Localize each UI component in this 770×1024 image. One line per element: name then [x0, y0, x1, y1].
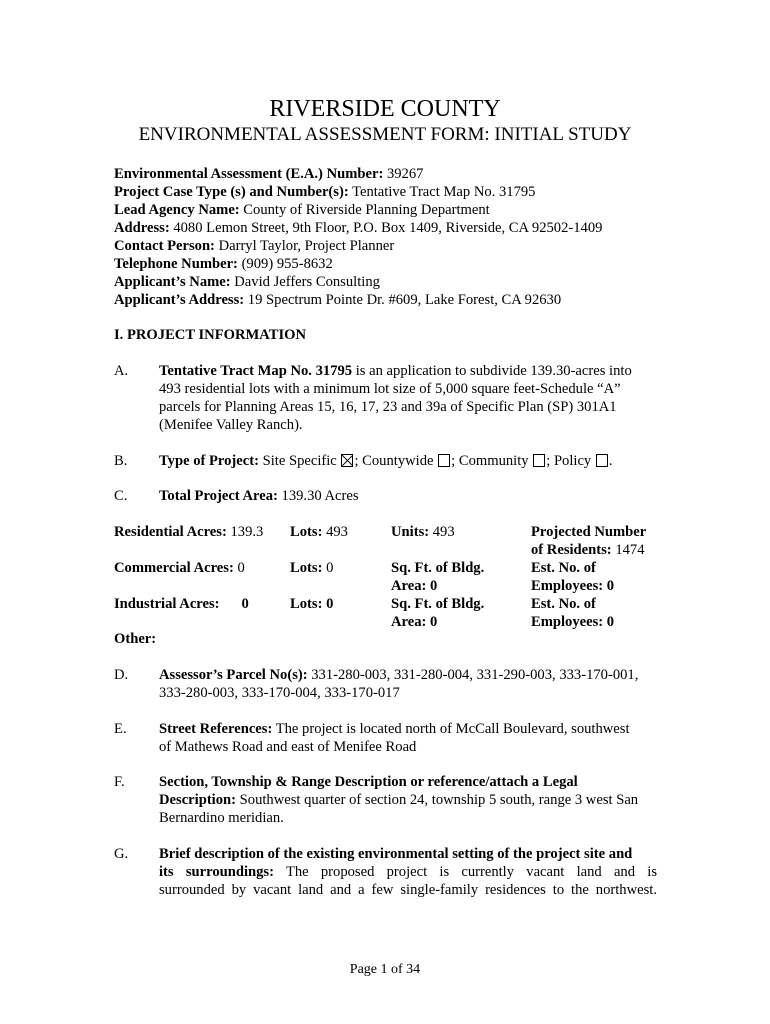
option-policy-label: Policy: [553, 453, 595, 469]
item-a-line: parcels for Planning Areas 15, 16, 17, 23 and 39a of Specific Plan (SP) 301A1: [159, 399, 617, 415]
environmental-setting: [159, 845, 657, 899]
item-a-line-text: is an application to subdivide 139.30-acres into: [352, 363, 632, 379]
separator: ;: [451, 453, 459, 469]
header-line-applicant-address: [114, 291, 674, 309]
separator: ;: [546, 453, 554, 469]
item-a-line: 493 residential lots with a minimum lot size of 5,000 square feet-Schedule “A”: [159, 381, 621, 397]
residential-acres: [114, 523, 263, 541]
header-line-applicant-name: [114, 273, 674, 291]
document-subtitle: ENVIRONMENTAL ASSESSMENT FORM: INITIAL STUDY: [138, 124, 632, 145]
item-a-bold: Tentative Tract Map No. 31795: [159, 363, 353, 379]
item-g-letter: G.: [114, 846, 129, 862]
industrial-acres-label: Industrial Acres:: [114, 596, 220, 612]
units-value: 493: [429, 524, 455, 540]
item-a-line: (Menifee Valley Ranch).: [159, 417, 303, 433]
header-line-address: [114, 219, 674, 237]
industrial-acres-value: 0: [241, 596, 249, 612]
page-number: Page 1 of 34: [349, 962, 421, 977]
header-label: Applicant’s Name:: [114, 274, 231, 290]
header-value: 19 Spectrum Pointe Dr. #609, Lake Forest, CA 92630: [244, 292, 562, 308]
projected-label: Projected Number: [531, 524, 647, 540]
projected-residents: [531, 523, 646, 559]
header-label: Applicant’s Address:: [114, 292, 245, 308]
units-label: Units:: [391, 524, 430, 540]
header-line-lead-agency: [114, 201, 674, 219]
header-line-contact: [114, 237, 674, 255]
header-value: Darryl Taylor, Project Planner: [214, 238, 395, 254]
header-label: Lead Agency Name:: [114, 202, 240, 218]
industrial-employees: [531, 595, 614, 631]
commercial-lots-value: 0: [322, 560, 334, 576]
header-value: Tentative Tract Map No. 31795: [348, 184, 536, 200]
header-label: Project Case Type (s) and Number(s):: [114, 184, 349, 200]
header-value: (909) 955-8632: [237, 256, 333, 272]
residential-lots-value: 493: [322, 524, 348, 540]
sqft-area: Area: 0: [391, 578, 438, 594]
residential-lots: [290, 523, 348, 541]
industrial-lots-label: Lots: 0: [290, 596, 334, 612]
industrial-acres: [114, 595, 249, 613]
separator: ;: [354, 453, 363, 469]
street-references: [159, 720, 657, 756]
item-a-letter: A.: [114, 363, 129, 379]
industrial-sqft: [391, 595, 484, 631]
item-f-letter: F.: [114, 774, 125, 790]
header-label: Environmental Assessment (E.A.) Number:: [114, 166, 384, 182]
parcel-line: 333-280-003, 333-170-004, 333-170-017: [159, 685, 400, 701]
setting-label: its surroundings:: [159, 864, 274, 880]
sqft-label: Sq. Ft. of Bldg.: [391, 596, 485, 612]
other-label: [114, 630, 156, 648]
header-line-telephone: [114, 255, 674, 273]
section-heading-text: I. PROJECT INFORMATION: [114, 327, 307, 343]
item-e-letter: E.: [114, 721, 127, 737]
total-area-value: 139.30 Acres: [277, 488, 359, 504]
setting-line: surrounded by vacant land and a few single-family residences to the northwest.: [159, 882, 657, 898]
sqft-label: Sq. Ft. of Bldg.: [391, 560, 485, 576]
employees-label: Est. No. of: [531, 596, 596, 612]
units: [391, 523, 455, 541]
employees-label: Est. No. of: [531, 560, 596, 576]
header-block: [114, 165, 674, 309]
street-line: of Mathews Road and east of Menifee Road: [159, 739, 417, 755]
residential-lots-label: Lots:: [290, 524, 323, 540]
total-area-row: [159, 487, 657, 505]
option-countywide-label: Countywide: [362, 453, 438, 469]
legal-label: Section, Township & Range Description or reference/attach a Legal: [159, 774, 578, 790]
legal-description: [159, 773, 657, 827]
header-label: Address:: [114, 220, 170, 236]
section-heading: [114, 326, 306, 344]
item-c-letter: C.: [114, 488, 128, 504]
item-a-line: [159, 362, 657, 380]
residential-acres-label: Residential Acres:: [114, 524, 227, 540]
item-d-letter: D.: [114, 667, 129, 683]
legal-line: Bernardino meridian.: [159, 810, 284, 826]
employees-value: Employees: 0: [531, 578, 615, 594]
commercial-lots: [290, 559, 333, 577]
commercial-acres-label: Commercial Acres:: [114, 560, 234, 576]
policy-checkbox[interactable]: [596, 454, 608, 467]
street-line: The project is located north of McCall Boulevard, southwest: [272, 721, 630, 737]
total-area-label: Total Project Area:: [159, 488, 278, 504]
item-b-letter: B.: [114, 453, 128, 469]
parcel-label: Assessor’s Parcel No(s):: [159, 667, 308, 683]
header-label: Contact Person:: [114, 238, 215, 254]
sqft-area: Area: 0: [391, 614, 438, 630]
project-type-row: [159, 452, 657, 470]
option-site-specific-label: Site Specific: [258, 453, 341, 469]
commercial-sqft: [391, 559, 484, 595]
header-value: 4080 Lemon Street, 9th Floor, P.O. Box 1409, Riverside, CA 92502-1409: [169, 220, 603, 236]
residents-value: 1474: [611, 542, 645, 558]
legal-line: Southwest quarter of section 24, township 5 south, range 3 west San: [236, 792, 639, 808]
option-community-label: Community: [458, 453, 533, 469]
legal-label: Description:: [159, 792, 237, 808]
parcel-numbers: [159, 666, 657, 702]
header-value: David Jeffers Consulting: [230, 274, 380, 290]
item-a-text: [159, 362, 657, 434]
industrial-lots: [290, 595, 333, 613]
header-line-ea-number: [114, 165, 674, 183]
header-line-case-type: [114, 183, 674, 201]
document-title: RIVERSIDE COUNTY: [269, 96, 501, 122]
commercial-acres: [114, 559, 245, 577]
header-value: 39267: [383, 166, 424, 182]
community-checkbox[interactable]: [533, 454, 545, 467]
commercial-lots-label: Lots:: [290, 560, 323, 576]
residential-acres-value: 139.3: [226, 524, 264, 540]
separator: .: [608, 453, 613, 469]
parcel-line: 331-280-003, 331-280-004, 331-290-003, 333-170-001,: [307, 667, 639, 683]
countywide-checkbox[interactable]: [438, 454, 450, 467]
other-label-text: Other:: [114, 631, 157, 647]
setting-line: The proposed project is currently vacant land and is: [273, 864, 657, 880]
residents-label: of Residents:: [531, 542, 612, 558]
setting-label: Brief description of the existing environmental setting of the project site and: [159, 846, 633, 862]
header-value: County of Riverside Planning Department: [239, 202, 490, 218]
employees-value: Employees: 0: [531, 614, 615, 630]
project-type-label: Type of Project:: [159, 453, 259, 469]
site-specific-checkbox[interactable]: [341, 454, 353, 467]
commercial-employees: [531, 559, 614, 595]
header-label: Telephone Number:: [114, 256, 238, 272]
commercial-acres-value: 0: [233, 560, 245, 576]
street-label: Street References:: [159, 721, 273, 737]
